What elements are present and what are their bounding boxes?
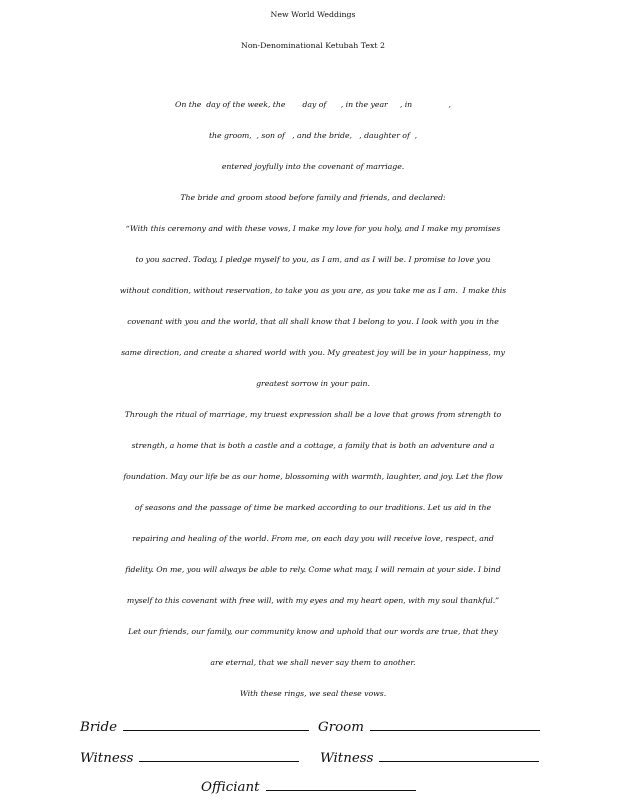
witness-2-signature (320, 749, 539, 766)
text-line: of seasons and the passage of time be marked according to our traditions. Let us aid in the (134, 503, 492, 512)
witness-2-signature-line[interactable] (379, 749, 539, 762)
text-line: fidelity. On me, you will always be able to rely. Come what may, I will remain at your side. I bind (125, 565, 501, 574)
text-line: With these rings, we seal these vows. (239, 689, 387, 698)
text-line: without condition, without reservation, to take you as you are, as you take me as I am. I make this (119, 286, 507, 295)
text-line: the groom, , son of , and the bride, , daughter of , (208, 131, 418, 140)
bride-signature (80, 718, 309, 735)
text-line: strength, a home that is both a castle and a cottage, a family that is both an adventure and a (131, 441, 495, 450)
officiant-signature (201, 778, 416, 795)
groom-label: Groom (318, 720, 364, 735)
signature-row-officiant (0, 778, 626, 798)
signature-row-couple (0, 718, 626, 738)
text-line: covenant with you and the world, that all shall know that I belong to you. I look with you in the (127, 317, 499, 326)
bride-signature-line[interactable] (123, 718, 309, 731)
text-line: are eternal, that we shall never say them to another. (210, 658, 416, 667)
text-line: repairing and healing of the world. From me, on each day you will receive love, respect, and (132, 534, 494, 543)
text-line: “With this ceremony and with these vows, I make my love for you holy, and I make my promises (125, 224, 501, 233)
text-line: entered joyfully into the covenant of marriage. (221, 162, 405, 171)
text-line: greatest sorrow in your pain. (256, 379, 370, 388)
text-line: foundation. May our life be as our home, blossoming with warmth, laughter, and joy. Let the flow (123, 472, 503, 481)
bride-label: Bride (80, 720, 118, 735)
witness-2-label: Witness (320, 751, 374, 766)
officiant-signature-line[interactable] (266, 778, 416, 791)
groom-signature-line[interactable] (370, 718, 540, 731)
text-line: Through the ritual of marriage, my truest expression shall be a love that grows from strength to (124, 410, 502, 419)
document-title: New World Weddings (270, 10, 356, 19)
text-line: myself to this covenant with free will, with my eyes and my heart open, with my soul thankful.” (126, 596, 500, 605)
signature-row-witnesses (0, 749, 626, 769)
witness-1-label: Witness (80, 751, 134, 766)
text-line: same direction, and create a shared world with you. My greatest joy will be in your happiness, my (121, 348, 505, 357)
document-subtitle: Non-Denominational Ketubah Text 2 (241, 41, 385, 50)
groom-signature (318, 718, 540, 735)
witness-1-signature (80, 749, 299, 766)
text-line: Let our friends, our family, our community know and uphold that our words are true, that they (128, 627, 498, 636)
text-line: The bride and groom stood before family and friends, and declared: (180, 193, 446, 202)
officiant-label: Officiant (201, 780, 260, 795)
text-line: On the day of the week, the day of , in the year , in , (175, 100, 451, 109)
text-line: to you sacred. Today, I pledge myself to you, as I am, and as I will be. I promise to love you (135, 255, 491, 264)
witness-1-signature-line[interactable] (139, 749, 299, 762)
